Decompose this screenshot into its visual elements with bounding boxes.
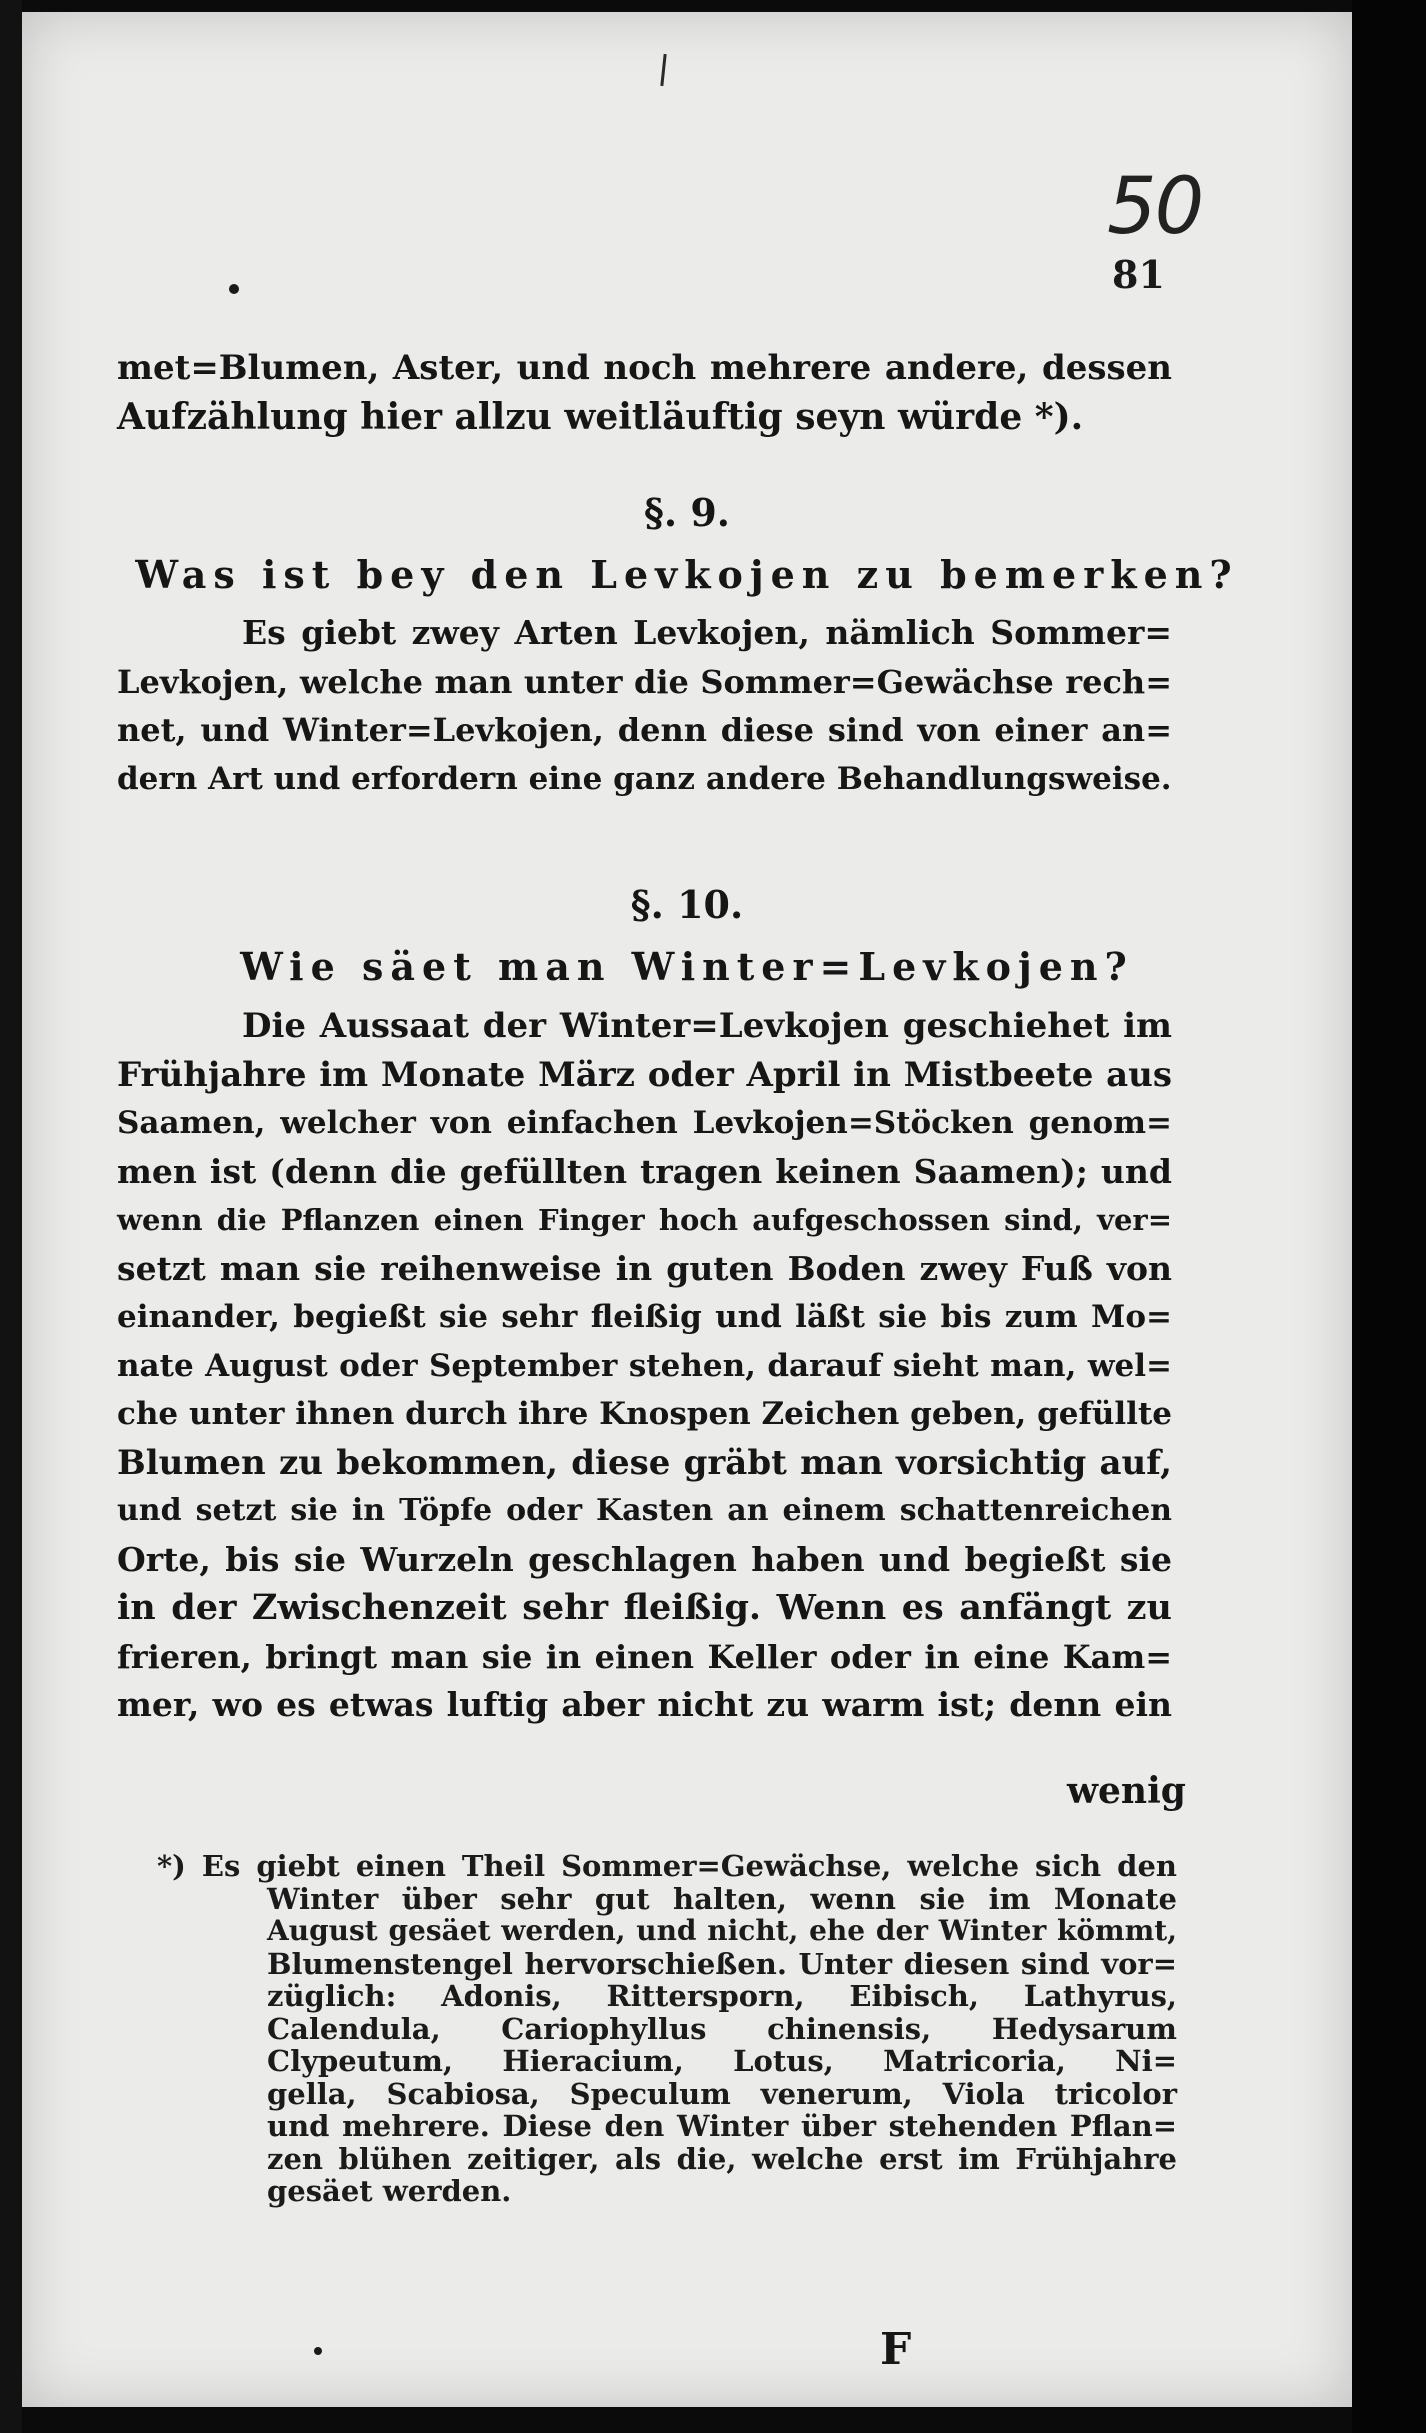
section-9-paragraph <box>117 609 1172 803</box>
footnote-line: zen blühen zeitiger, als die, welche erst im Frühjahre <box>267 2141 1177 2176</box>
text-line: wenn die Pflanzen einen Finger hoch aufgeschossen sind, ver= <box>117 1203 1172 1237</box>
scan-right-edge <box>1352 0 1426 2433</box>
text-line: Die Aussaat der Winter=Levkojen geschiehet im <box>242 1006 1172 1046</box>
signature-mark: F <box>880 2324 912 2375</box>
text-line: Aufzählung hier allzu weitläuftig seyn würde *). <box>117 395 1084 438</box>
text-line: nate August oder September stehen, darauf sieht man, wel= <box>117 1347 1172 1384</box>
catchword: wenig <box>1067 1770 1186 1812</box>
section-9-number: §. 9. <box>643 490 730 535</box>
text-line: Frühjahre im Monate März oder April in Mistbeete aus <box>117 1054 1172 1095</box>
ink-speck <box>229 284 239 294</box>
footnote-line: und mehrere. Diese den Winter über stehenden Pflan= <box>267 2109 1177 2143</box>
text-line: Blumen zu bekommen, diese gräbt man vorsichtig auf, <box>117 1442 1172 1483</box>
page-number: 81 <box>1112 252 1165 297</box>
text-line: Saamen, welcher von einfachen Levkojen=Stöcken genom= <box>117 1105 1172 1141</box>
section-10-number: §. 10. <box>630 882 744 927</box>
text-line: Levkojen, welche man unter die Sommer=Gewächse rech= <box>117 662 1172 701</box>
footnote-line: Winter über sehr gut halten, wenn sie im Monate <box>267 1881 1177 1916</box>
text-line: einander, begießt sie sehr fleißig und läßt sie bis zum Mo= <box>117 1299 1172 1335</box>
footnote-line: Clypeutum, Hieracium, Lotus, Matricoria, Ni= <box>267 2044 1177 2078</box>
footnote-line: Calendula, Cariophyllus chinensis, Hedysarum <box>267 2011 1177 2046</box>
footnote-line: Blumenstengel hervorschießen. Unter diesen sind vor= <box>267 1946 1177 1981</box>
handwritten-folio-number: 50 <box>1107 162 1203 252</box>
text-line: net, und Winter=Levkojen, denn diese sind von einer an= <box>117 711 1172 749</box>
text-line: Es giebt zwey Arten Levkojen, nämlich Sommer= <box>242 613 1172 652</box>
book-page <box>22 12 1352 2407</box>
ink-speck <box>314 2347 322 2355</box>
text-line: frieren, bringt man sie in einen Keller oder in eine Kam= <box>117 1637 1172 1676</box>
pencil-tick-mark <box>660 54 666 86</box>
footnote-line: August gesäet werden, und nicht, ehe der Winter kömmt, <box>267 1914 1177 1947</box>
opening-paragraph <box>117 344 1172 441</box>
text-line: in der Zwischenzeit sehr fleißig. Wenn es anfängt zu <box>117 1587 1172 1628</box>
text-line: und setzt sie in Töpfe oder Kasten an einem schattenreichen <box>117 1493 1172 1528</box>
footnote-line: züglich: Adonis, Rittersporn, Eibisch, Lathyrus, <box>267 1979 1177 2013</box>
footnote-line: gesäet werden. <box>267 2174 512 2208</box>
footnote-line: gella, Scabiosa, Speculum venerum, Viola tricolor <box>267 2076 1177 2111</box>
text-line: setzt man sie reihenweise in guten Boden zwey Fuß von <box>117 1248 1172 1288</box>
section-9-heading: Was ist bey den Levkojen zu bemerken? <box>135 552 1239 597</box>
scan-left-edge <box>0 0 22 2433</box>
section-10-paragraph <box>117 1002 1172 1730</box>
footnote <box>157 1849 1177 2208</box>
text-line: dern Art und erfordern eine ganz andere Behandlungsweise. <box>117 760 1172 797</box>
footnote-line: *) Es giebt einen Theil Sommer=Gewächse, welche sich den <box>157 1849 1177 1883</box>
text-line: mer, wo es etwas luftig aber nicht zu warm ist; denn ein <box>117 1685 1172 1724</box>
section-10-heading: Wie säet man Winter=Levkojen? <box>240 944 1134 989</box>
text-line: che unter ihnen durch ihre Knospen Zeichen geben, gefüllte <box>117 1396 1172 1432</box>
text-line: met=Blumen, Aster, und noch mehrere andere, dessen <box>117 348 1172 388</box>
text-line: Orte, bis sie Wurzeln geschlagen haben und begießt sie <box>117 1539 1172 1579</box>
text-line: men ist (denn die gefüllten tragen keinen Saamen); und <box>117 1151 1172 1191</box>
